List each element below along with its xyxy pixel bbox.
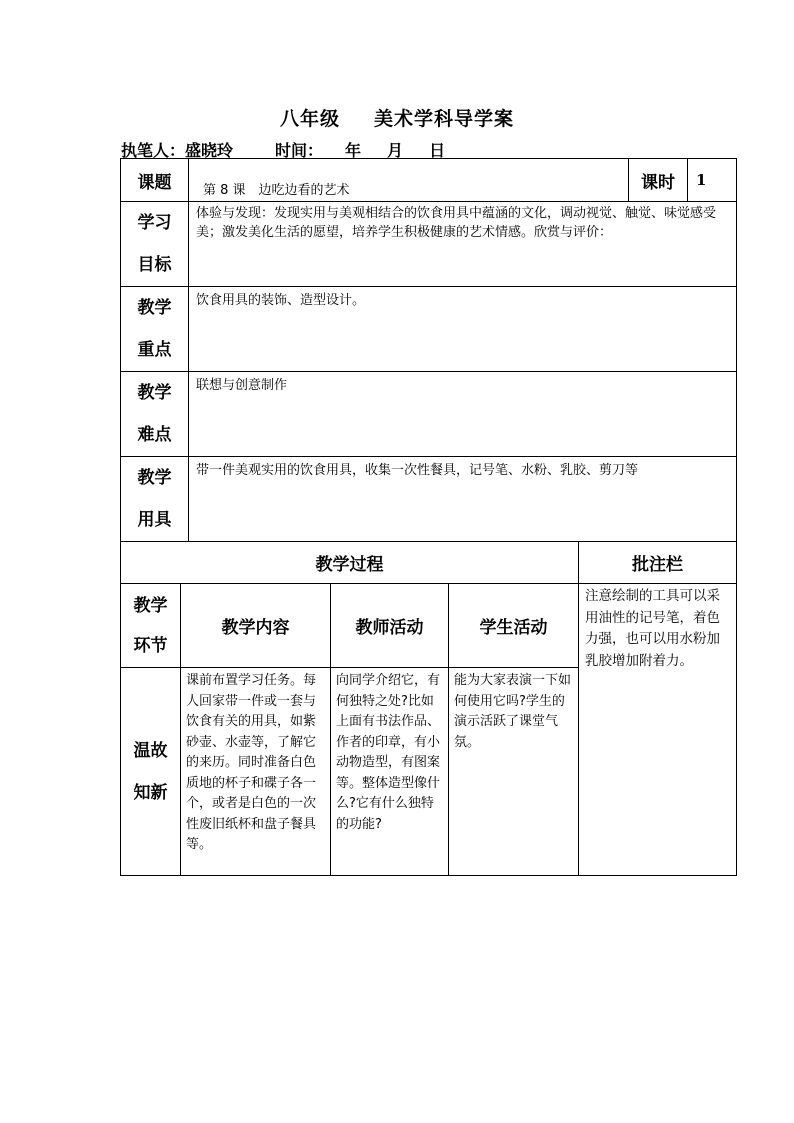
- content-cell: [181, 668, 331, 876]
- teacher-cell: [331, 668, 449, 876]
- month-label: 月: [387, 141, 404, 160]
- topic-value: 第 8 课 边吃边看的艺术: [203, 183, 350, 198]
- focus-text-cell: [189, 287, 737, 372]
- period-label: 课时: [629, 159, 688, 201]
- stage-cell: 温故 知新: [121, 668, 181, 876]
- time-label: 时间：: [275, 141, 324, 160]
- topic-row: [121, 159, 737, 202]
- student-cell: [449, 668, 579, 876]
- year-label: 年: [345, 141, 362, 160]
- title-subject: 美术学科导学案: [374, 108, 515, 130]
- tools-row: [121, 457, 737, 542]
- goals-text-cell: [189, 202, 737, 287]
- period-cell: [629, 159, 737, 202]
- topic-label: 课题: [121, 159, 189, 202]
- tools-label: 教学 用具: [121, 457, 189, 542]
- topic-value-cell: [189, 159, 629, 202]
- goals-label: 学习 目标: [121, 202, 189, 287]
- stage-header: 教学 环节: [121, 584, 181, 668]
- content-text: 课前布置学习任务。每人回家带一件或一套与饮食有关的用具，如紫砂壶、水壶等，了解它的来历。同时准备白色质地的杯子和碟子各一个，或者是白色的一次性废旧纸杯和盘子餐具等。: [186, 673, 317, 852]
- notes-header: 批注栏: [579, 542, 737, 584]
- focus-label: 教学 重点: [121, 287, 189, 372]
- author-label: 执笔人：盛晓玲: [121, 141, 234, 160]
- difficulty-text: 联想与创意制作: [196, 378, 288, 393]
- period-value: 1: [696, 171, 707, 189]
- day-label: 日: [429, 141, 446, 160]
- notes-text: 注意绘制的工具可以采用油性的记号笔，着色力强，也可以用水粉加乳胶增加附着力。: [585, 588, 720, 669]
- goals-row: [121, 202, 737, 287]
- goals-text: 体验与发现：发现实用与美观相结合的饮食用具中蕴涵的文化，调动视觉、触觉、味觉感受美；激发美化生活的愿望，培养学生积极健康的艺术情感。欣赏与评价：: [196, 206, 717, 240]
- focus-row: [121, 287, 737, 372]
- student-text: 能为大家表演一下如何使用它吗?学生的演示活跃了课堂气氛。: [454, 673, 572, 750]
- difficulty-label: 教学 难点: [121, 372, 189, 457]
- difficulty-text-cell: [189, 372, 737, 457]
- page-title: [0, 104, 794, 131]
- notes-cell: [579, 584, 737, 876]
- teacher-text: 向同学介绍它，有何独特之处?比如上面有书法作品、作者的印章，有小动物造型，有图案等。整体造型像什么?它有什么独特的功能?: [336, 673, 441, 832]
- tools-text: 带一件美观实用的饮食用具，收集一次性餐具，记号笔、水粉、乳胶、剪刀等: [196, 463, 639, 478]
- focus-text: 饮食用具的装饰、造型设计。: [196, 293, 366, 308]
- title-grade: 八年级: [279, 108, 340, 130]
- lesson-plan-table: [120, 158, 737, 876]
- process-columns-row: [121, 584, 737, 668]
- process-header-row: [121, 542, 737, 584]
- student-header: 学生活动: [449, 584, 579, 668]
- process-header: 教学过程: [121, 542, 579, 584]
- content-header: 教学内容: [181, 584, 331, 668]
- tools-text-cell: [189, 457, 737, 542]
- difficulty-row: [121, 372, 737, 457]
- teacher-header: 教师活动: [331, 584, 449, 668]
